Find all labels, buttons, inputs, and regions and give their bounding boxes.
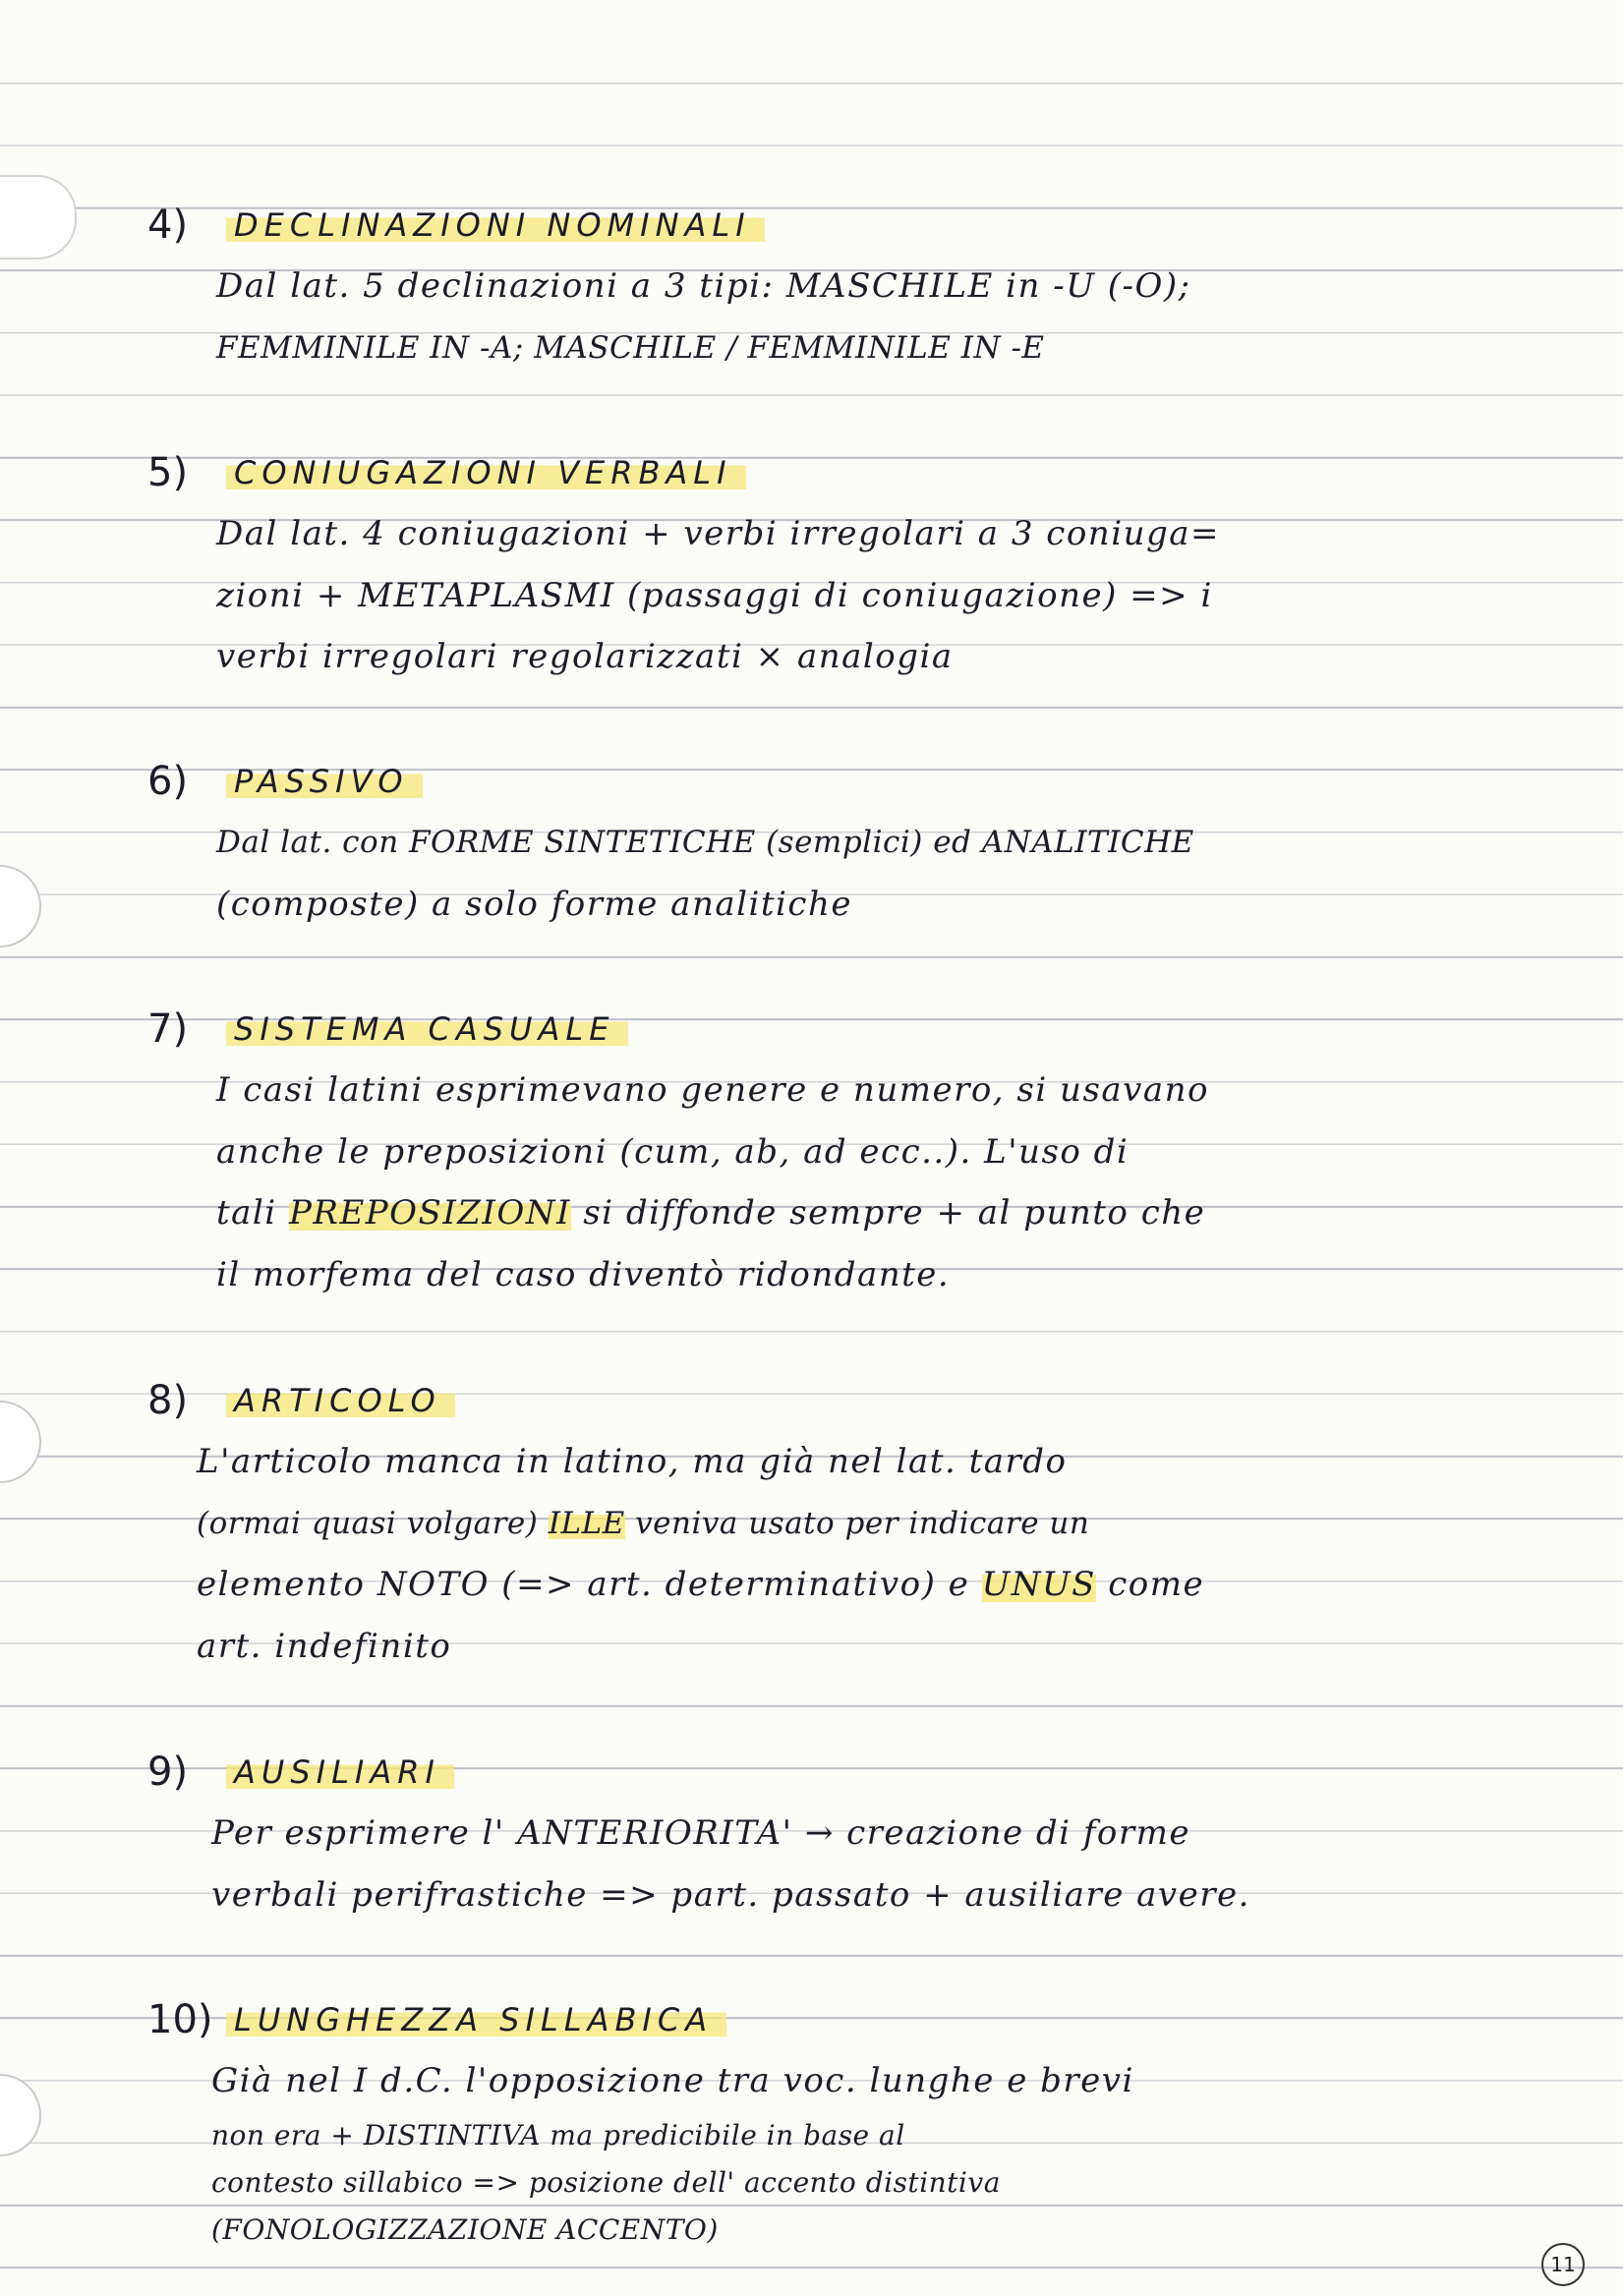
- section-title: CONIUGAZIONI VERBALI: [226, 454, 746, 491]
- section-heading: [147, 999, 1593, 1060]
- section-body: [216, 1060, 1593, 1305]
- section-9: [147, 1742, 1593, 1925]
- section-heading: [147, 1742, 1593, 1803]
- section-7: [147, 999, 1593, 1305]
- text-line: Già nel I d.C. l'opposizione tra voc. lunghe e brevi: [211, 2061, 1134, 2100]
- section-heading: [147, 195, 1593, 256]
- highlighted-word: UNUS: [981, 1565, 1096, 1604]
- highlighted-word: PREPOSIZIONI: [289, 1193, 571, 1233]
- section-4: [147, 195, 1593, 378]
- section-number: 5): [147, 450, 189, 495]
- section-10: [147, 1989, 1593, 2254]
- section-number: 10): [147, 1997, 213, 2042]
- section-body: [211, 2050, 1593, 2254]
- section-body: [216, 256, 1593, 378]
- text-line: (composte) a solo forme analitiche: [216, 884, 852, 924]
- section-title: ARTICOLO: [226, 1382, 455, 1419]
- binder-hole: [0, 1401, 41, 1483]
- section-number: 7): [147, 1006, 189, 1052]
- text-line: I casi latini esprimevano genere e numero, si usavano: [216, 1070, 1210, 1110]
- text-line: art. indefinito: [197, 1626, 452, 1666]
- text-line: anche le preposizioni (cum, ab, ad ecc..). L'uso di: [216, 1131, 1130, 1172]
- section-body: [211, 1803, 1593, 1925]
- page-number-badge: 11: [1541, 2243, 1585, 2286]
- text-line: il morfema del caso diventò ridondante.: [216, 1254, 951, 1294]
- text-line: verbali perifrastiche => part. passato + ausiliare avere.: [211, 1874, 1250, 1915]
- section-body: [197, 1431, 1593, 1677]
- binder-hole: [0, 2074, 41, 2156]
- text-line: contesto sillabico => posizione dell' accento distintiva: [211, 2165, 1001, 2199]
- text-line: L'articolo manca in latino, ma già nel lat. tardo: [197, 1442, 1068, 1481]
- section-title: AUSILIARI: [226, 1753, 454, 1791]
- section-title: DECLINAZIONI NOMINALI: [226, 206, 765, 244]
- section-body: [216, 812, 1593, 935]
- section-number: 6): [147, 759, 189, 804]
- section-8: [147, 1370, 1593, 1677]
- section-title: PASSIVO: [226, 763, 423, 800]
- text-line: (FONOLOGIZZAZIONE ACCENTO): [211, 2212, 719, 2246]
- highlighted-word: ILLE: [548, 1505, 625, 1541]
- section-heading: [147, 751, 1593, 812]
- text-line: Per esprimere l' ANTERIORITA' → creazione di forme: [211, 1813, 1191, 1853]
- text-line: Dal lat. con FORME SINTETICHE (semplici) ed ANALITICHE: [216, 825, 1194, 860]
- text-line: zioni + METAPLASMI (passaggi di coniugazione) => i: [216, 575, 1213, 615]
- section-6: [147, 751, 1593, 935]
- section-number: 8): [147, 1378, 189, 1423]
- text-line: verbi irregolari regolarizzati × analogia: [216, 637, 954, 676]
- text-line: elemento NOTO (=> art. determinativo) e UNUS come: [197, 1565, 1205, 1604]
- text-line: (ormai quasi volgare) ILLE veniva usato per indicare un: [197, 1505, 1090, 1541]
- section-body: [216, 503, 1593, 688]
- text-line: FEMMINILE IN -A; MASCHILE / FEMMINILE IN -E: [216, 329, 1045, 366]
- section-title: LUNGHEZZA SILLABICA: [226, 2001, 726, 2038]
- section-heading: [147, 1370, 1593, 1431]
- section-heading: [147, 442, 1593, 503]
- binder-hole: [0, 865, 41, 947]
- binder-notch: [0, 175, 77, 259]
- text-line: non era + DISTINTIVA ma predicibile in base al: [211, 2118, 905, 2152]
- section-number: 4): [147, 202, 189, 248]
- text-line: tali PREPOSIZIONI si diffonde sempre + al punto che: [216, 1193, 1206, 1233]
- section-number: 9): [147, 1750, 189, 1795]
- section-5: [147, 442, 1593, 688]
- text-line: Dal lat. 5 declinazioni a 3 tipi: MASCHILE in -U (-O);: [216, 266, 1191, 306]
- section-title: SISTEMA CASUALE: [226, 1010, 628, 1048]
- text-line: Dal lat. 4 coniugazioni + verbi irregolari a 3 coniuga=: [216, 514, 1220, 553]
- section-heading: [147, 1989, 1593, 2050]
